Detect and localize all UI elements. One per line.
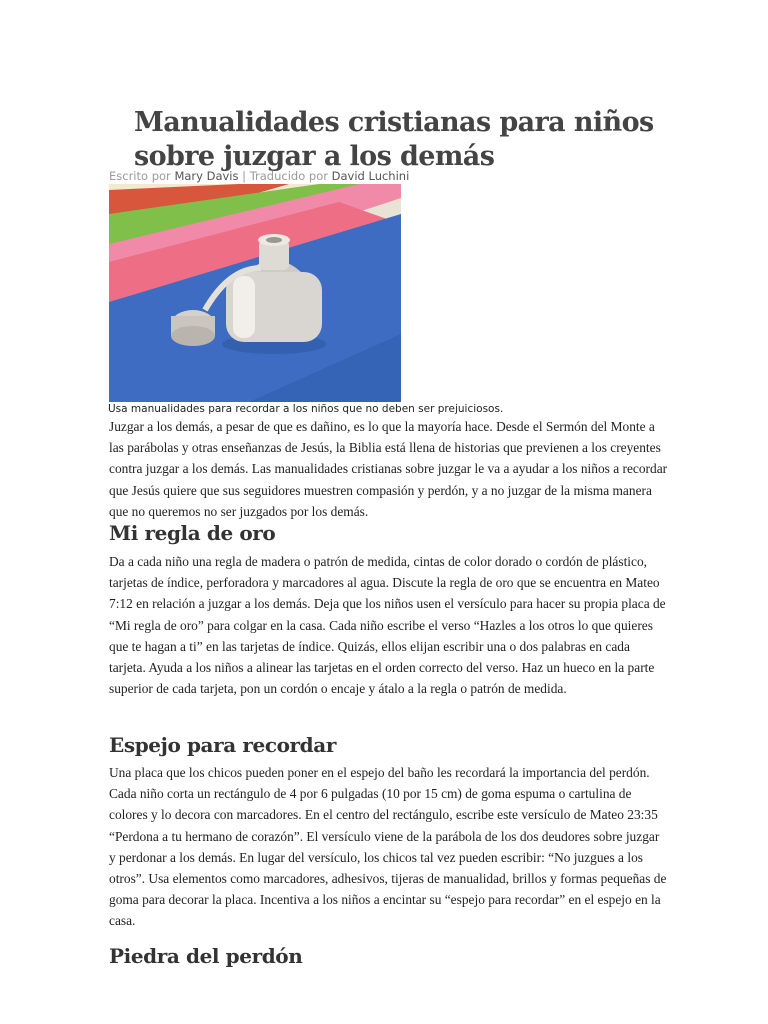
section-body: Da a cada niño una regla de madera o patrón de medida, cintas de color dorado o cordón de plástico, tarjetas de índice, perforadora y marcadores al agua. Discute la regla de oro que se encuentra en Mateo 7:12 en relación a juzgar a los demás. Deja que los niños usen el versículo para hacer su propia placa de “Mi regla de oro” para colgar en la casa. Cada niño escribe el verso “Hazles a los otros lo que quieres que te hagan a ti” en las tarjetas de índice. Quizás, ellos elijan escribir una o dos palabras en cada tarjeta. Ayuda a los niños a alinear las tarjetas en el orden correcto del verso. Haz un hueco en la parte superior de cada tarjeta, pon un cordón o encaje y átalo a la regla o patrón de medida. — [109, 554, 666, 697]
translator-link[interactable]: David Luchini — [331, 169, 410, 183]
section-body: Una placa que los chicos pueden poner en el espejo del baño les recordará la importancia del perdón. Cada niño corta un rectángulo de 4 por 6 pulgadas (10 por 15 cm) de goma espuma o cartulina de colores y lo decora con marcadores. En el centro del rectángulo, escribe este versículo de Mateo 23:35 “Perdona a tu hermano de corazón”. El versículo viene de la parábola de los dos deudores sobre juzgar y perdonar a los demás. En lugar del versículo, los chicos tal vez pueden escribir: “No juzgues a los otros”. Usa elementos como marcadores, adhesivos, tijeras de manualidad, brillos y formas pequeñas de goma para decorar la placa. Incentiva a los niños a encintar su “espejo para recordar” en el espejo en la casa. — [109, 765, 667, 929]
byline-separator: | — [242, 169, 247, 183]
article-title: Manualidades cristianas para niños sobre juzgar a los demás — [134, 107, 654, 173]
section-heading: Mi regla de oro — [109, 521, 276, 545]
article-image — [109, 184, 401, 402]
section-heading: Espejo para recordar — [109, 733, 336, 757]
byline — [109, 169, 409, 183]
author-link[interactable]: Mary Davis — [174, 169, 239, 183]
section-heading: Piedra del perdón — [109, 944, 303, 968]
intro-paragraph: Juzgar a los demás, a pesar de que es dañino, es lo que la mayoría hace. Desde el Sermón del Monte a las parábolas y otras enseñanzas de Jesús, la Biblia está llena de historias que previenen a los creyentes contra juzgar a los demás. Las manualidades cristianas sobre juzgar le va a ayudar a los niños a recordar que Jesús quiere que sus seguidores muestren compasión y perdón, y a no juzgar de la misma manera que no queremos no ser juzgados por los demás. — [109, 419, 668, 519]
image-caption: Usa manualidades para recordar a los niños que no deben ser prejuiciosos. — [108, 403, 504, 415]
written-by-label: Escrito por — [109, 169, 171, 183]
translated-by-label: Traducido por — [249, 169, 328, 183]
